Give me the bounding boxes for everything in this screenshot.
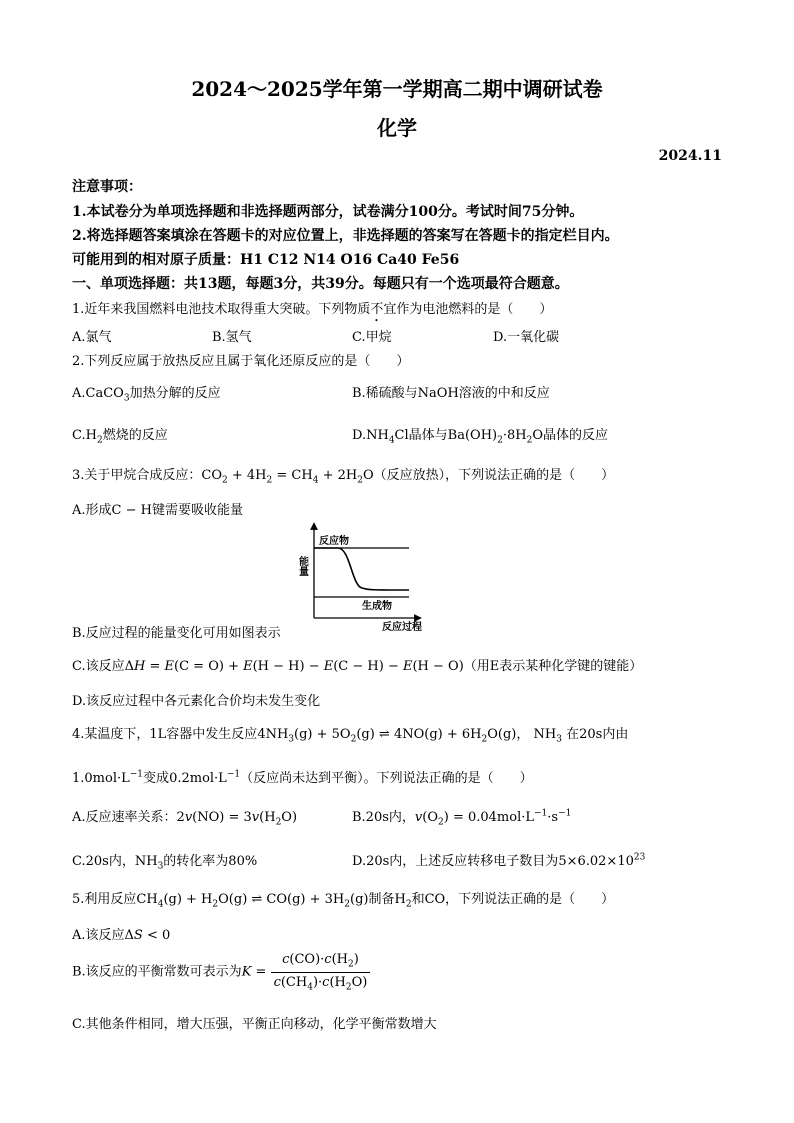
q4-option-d: D.20s内，上述反应转移电子数目为$5\times 6.02\times 10^{23}$ [352, 852, 646, 869]
q4-stem-d: 变成 [143, 771, 170, 786]
exam-date: 2024.11 [658, 148, 722, 164]
q3-option-b: B.反应过程的能量变化可用如图表示 [72, 626, 281, 641]
q5-stem-c: 和CO，下列说法正确的是（ ） [411, 892, 615, 907]
energy-diagram [292, 520, 442, 632]
q2-option-d-text-2: 晶体的反应 [543, 428, 609, 443]
q2-option-d-label: D. [352, 428, 367, 443]
q5-stem-a: 5.利用反应 [72, 892, 137, 907]
q3-option-a-post: 键需要吸收能量 [151, 503, 243, 518]
q4-option-b-pre: B.20s内， [352, 810, 415, 825]
q2-option-d-text-1: 晶体与 [408, 428, 448, 443]
q1-option-c: C.甲烷 [352, 330, 392, 345]
q3-option-a-pre: A.形成 [72, 503, 112, 518]
q1-option-a: A.氯气 [72, 330, 112, 345]
q5-stem: 5.利用反应$CH_4(g) + H_2O(g)$ ⇌ $CO(g) + 3H_2(g)$制备$H_2$和CO，下列说法正确的是（ ） [72, 892, 615, 910]
equilibrium-constant-fraction: $\frac{c(CO)\cdot c(H_2)}{c(CH_4)\cdot c(H_2O)}$ [271, 952, 371, 992]
q3-option-d: D.该反应过程中各元素化合价均未发生变化 [72, 694, 321, 709]
q5-option-c: C.其他条件相同，增大压强，平衡正向移动，化学平衡常数增大 [72, 1017, 437, 1032]
q3-option-c: C.该反应ΔH = E(C = O) + E(H − H) − E(C − H) − E(H − O)（用E表示某种化学键的键能） [72, 659, 643, 674]
q4-option-c-pre: C.20s内， [72, 854, 135, 869]
q3-option-c-pre: C.该反应 [72, 659, 125, 674]
q4-option-a-pre: A.反应速率关系： [72, 810, 177, 825]
q1-stem-b: 宜作为电池燃料的是（ ） [383, 302, 553, 317]
q4-option-c-post: 的转化率为80% [163, 854, 258, 869]
energy-curve [314, 548, 409, 590]
q4-option-c: C.20s内，$NH_3$的转化率为80% [72, 854, 258, 872]
diagram-y-label: 能量 [296, 556, 308, 576]
exam-title: 2024～2025学年第一学期高二期中调研试卷 [191, 77, 603, 101]
q4-stem-line2: $1.0mol\cdot L^{-1}$变成$0.2mol\cdot L^{-1}$（反应尚未达到平衡）。下列说法正确的是（ ） [72, 769, 533, 786]
q5-option-b-pre: B.该反应的平衡常数可表示为 [72, 964, 242, 980]
q4-option-d-pre: D.20s内，上述反应转移电子数目为 [352, 854, 559, 869]
q2-option-a-text: 加热分解的反应 [129, 386, 221, 401]
q2-stem: 2.下列反应属于放热反应且属于氧化还原反应的是（ ） [72, 354, 410, 369]
q3-stem: 3.关于甲烷合成反应：$CO_2 + 4H_2 = CH_4 + 2H_2O$（反应放热），下列说法正确的是（ ） [72, 468, 615, 486]
q2-option-a: A.CaCO$_3$加热分解的反应 [72, 386, 221, 404]
atomic-masses: 可能用到的相对原子质量：H1 C12 N14 O16 Ca40 Fe56 [72, 252, 460, 268]
section-1-heading: 一、单项选择题：共13题，每题3分，共39分。每题只有一个选项最符合题意。 [72, 276, 569, 292]
q5-option-a: A.该反应ΔS < 0 [72, 928, 171, 943]
q2-option-b: B.稀硫酸与NaOH溶液的中和反应 [352, 386, 550, 401]
q2-option-a-label: A. [72, 386, 86, 401]
q4-stem-e: （反应尚未达到平衡）。下列说法正确的是（ ） [240, 771, 533, 786]
q2-option-c-label: C. [72, 428, 86, 443]
diagram-product-label: 生成物 [362, 601, 392, 612]
q2-option-c: $C.H_2$燃烧的反应 [72, 428, 168, 446]
q3-option-c-post: （用E表示某种化学键的键能） [463, 659, 643, 674]
q1-stem-a: 1.近年来我国燃料电池技术取得重大突破。下列物质 [72, 302, 371, 317]
q4-option-b: B.20s内，$v(O_2) = 0.04mol\cdot L^{-1}\cdot s^{-1}$ [352, 808, 572, 828]
notice-heading: 注意事项： [72, 179, 142, 195]
q5-stem-b: 制备 [368, 892, 395, 907]
q4-stem-c: 在20s内由 [566, 727, 629, 742]
q4-stem-b: ， [516, 727, 530, 742]
notice-item-1: 1.本试卷分为单项选择题和非选择题两部分，试卷满分100分。考试时间75分钟。 [72, 204, 584, 220]
diagram-x-label: 反应过程 [382, 622, 422, 632]
q2-option-d: $D.NH_4Cl$晶体与$Ba(OH)_2\cdot 8H_2O$晶体的反应 [352, 428, 609, 446]
q3-option-a: A.形成C − H键需要吸收能量 [72, 503, 243, 518]
q3-stem-post: （反应放热），下列说法正确的是（ ） [373, 468, 615, 483]
q5-option-a-pre: A.该反应 [72, 928, 125, 943]
q1-stem [72, 298, 552, 325]
q1-option-d: D.一氧化碳 [493, 330, 560, 345]
diagram-reactant-label: 反应物 [319, 536, 349, 547]
q4-stem-line1: 4.某温度下，1L容器中发生反应$4NH_3(g) + 5O_2(g)$ ⇌ $4NO(g) + 6H_2O(g)$， $NH_3$ 在20s内由 [72, 727, 629, 745]
notice-item-2: 2.将选择题答案填涂在答题卡的对应位置上，非选择题的答案写在答题卡的指定栏目内。 [72, 228, 619, 244]
q1-option-b: B.氢气 [212, 330, 252, 345]
q4-stem-a: 4.某温度下，1L容器中发生反应 [72, 727, 258, 742]
exam-subject: 化学 [377, 116, 417, 140]
q2-option-c-text: 燃烧的反应 [102, 428, 168, 443]
q1-stem-emphasis: 不 [370, 302, 384, 317]
q3-stem-pre: 3.关于甲烷合成反应： [72, 468, 202, 483]
q5-option-b: B.该反应的平衡常数可表示为K = $\frac{c(CO)\cdot c(H_2)}{c(CH_4)\cdot c(H_2O)}$ [72, 952, 370, 992]
q4-option-a: A.反应速率关系：$2v(NO) = 3v(H_2O)$ [72, 810, 298, 828]
